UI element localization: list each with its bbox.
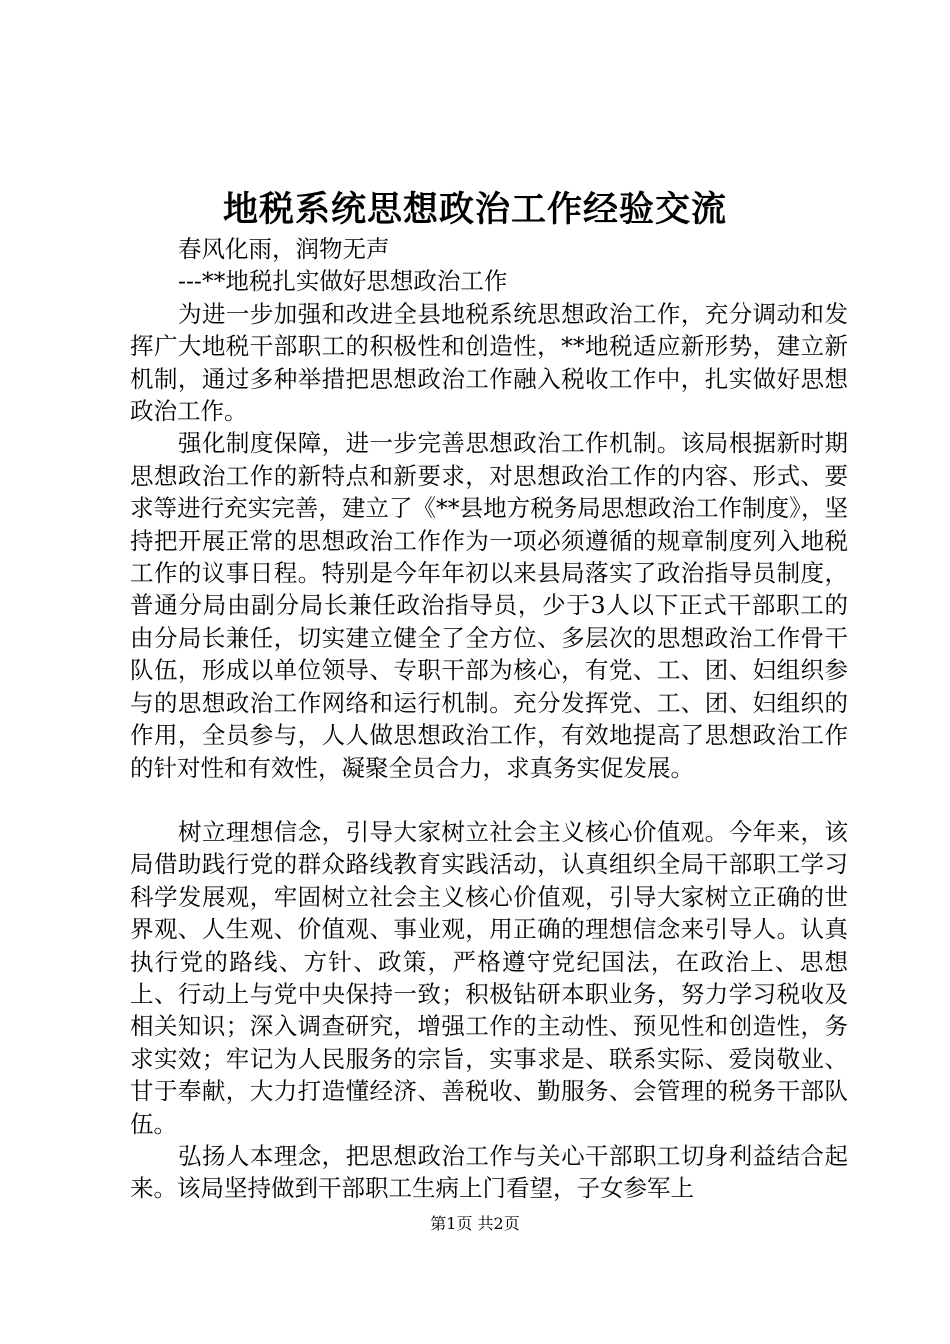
paragraph-ideals: 树立理想信念，引导大家树立社会主义核心价值观。今年来，该局借助践行党的群众路线教育实践活动，认真组织全局干部职工学习科学发展观，牢固树立社会主义核心价值观，引导大家树立正确的世界观、人生观、价值观、事业观，用正确的理想信念来引导人。认真执行党的路线、方针、政策，严格遵守党纪国法，在政治上、思想上、行动上与党中央保持一致；积极钻研本职业务，努力学习税收及相关知识；深入调查研究，增强工作的主动性、预见性和创造性，务求实效；牢记为人民服务的宗旨，实事求是、联系实际、爱岗敬业、甘于奉献，大力打造懂经济、善税收、勤服务、会管理的税务干部队伍。 (130, 817, 848, 1138)
subtitle-line-2: ---**地税扎实做好思想政治工作 (178, 267, 508, 296)
paragraph-gap (130, 784, 848, 816)
document-body (130, 233, 848, 1205)
paragraph-people-oriented: 弘扬人本理念，把思想政治工作与关心干部职工切身利益结合起来。该局坚持做到干部职工生病上门看望，子女参军上 (130, 1141, 848, 1203)
page-footer: 第1页 共2页 (430, 1214, 520, 1233)
subtitle-line-1: 春风化雨，润物无声 (178, 235, 390, 263)
paragraph-system-guarantee: 强化制度保障，进一步完善思想政治工作机制。该局根据新时期思想政治工作的新特点和新要求，对思想政治工作的内容、形式、要求等进行充实完善，建立了《**县地方税务局思想政治工作制度》，坚持把开展正常的思想政治工作作为一项必须遵循的规章制度列入地税工作的议事日程。特别是今年年初以来县局落实了政治指导员制度，普通分局由副分局长兼任政治指导员，少于3人以下正式干部职工的由分局长兼任，切实建立健全了全方位、多层次的思想政治工作骨干队伍，形成以单位领导、专职干部为核心，有党、工、团、妇组织参与的思想政治工作网络和运行机制。充分发挥党、工、团、妇组织的作用，全员参与，人人做思想政治工作，有效地提高了思想政治工作的针对性和有效性，凝聚全员合力，求真务实促发展。 (130, 429, 848, 782)
document-title: 地税系统思想政治工作经验交流 (222, 189, 727, 230)
paragraph-intro: 为进一步加强和改进全县地税系统思想政治工作，充分调动和发挥广大地税干部职工的积极性和创造性，**地税适应新形势，建立新机制，通过多种举措把思想政治工作融入税收工作中，扎实做好思想政治工作。 (130, 299, 848, 426)
